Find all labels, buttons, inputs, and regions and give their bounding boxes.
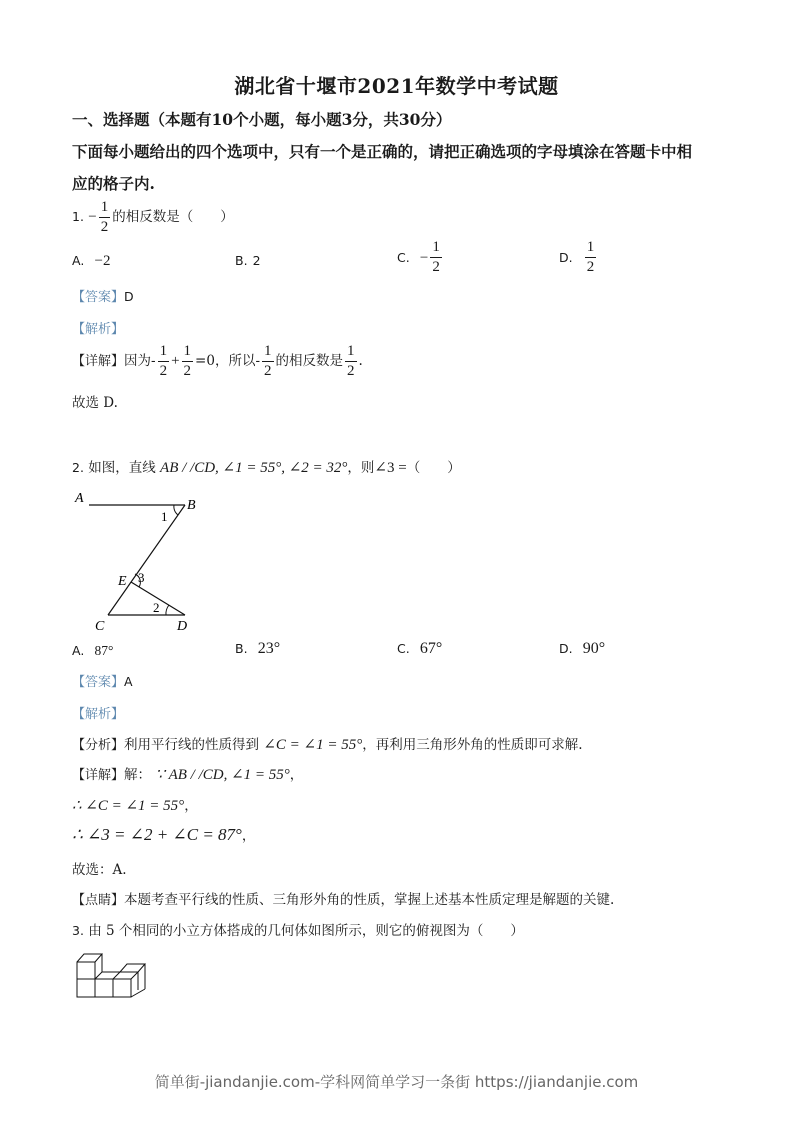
q2-conclusion: 故选：A. — [72, 862, 127, 878]
question-1 — [72, 200, 234, 235]
footer-watermark: 简单街-jiandanjie.com-学科网简单学习一条街 https://jiandanjie.com — [154, 1073, 639, 1091]
fraction: $\frac{1}{2}$ — [100, 199, 109, 235]
geometry-figure — [65, 485, 215, 635]
q1-option-b: B. 2 — [235, 253, 261, 268]
section-heading: 一、选择题（本题有10个小题，每小题3分，共30分） — [72, 110, 452, 129]
q2-detail: 【详解】解： ∵ AB / /CD, ∠1 = 55°， — [72, 767, 304, 783]
q2-option-c: C. 67° — [397, 640, 443, 657]
svg-text:3: 3 — [138, 570, 145, 585]
q1-answer: 【答案】D — [72, 289, 134, 305]
q2-analysis-label: 【解析】 — [72, 707, 125, 722]
svg-text:2: 2 — [153, 600, 160, 615]
svg-text:1: 1 — [161, 509, 168, 524]
q2-fenxi: 【分析】利用平行线的性质得到 ∠C = ∠1 = 55°，再利用三角形外角的性质即可求解. — [72, 737, 583, 753]
q1-option-d: D. $\frac{1}{2}$ — [559, 239, 595, 275]
question-number: 1. — [72, 209, 84, 224]
minus-sign: − — [88, 209, 97, 225]
q2-step-2: ∴ ∠3 = ∠2 + ∠C = 87°， — [72, 825, 256, 844]
page-title: 湖北省十堰市2021年数学中考试题 — [234, 74, 559, 98]
svg-text:B: B — [187, 498, 196, 513]
svg-text:D: D — [177, 619, 188, 634]
question-3: 3. 由 5 个相同的小立方体搭成的几何体如图所示，则它的俯视图为（ ） — [72, 923, 524, 939]
instructions-line-1: 下面每小题给出的四个选项中，只有一个是正确的，请把正确选项的字母填涂在答题卡中相 — [72, 142, 693, 161]
svg-text:A: A — [75, 491, 84, 506]
cube-figure — [65, 945, 155, 1005]
q2-dianjing: 【点睛】本题考查平行线的性质、三角形外角的性质，掌握上述基本性质定理是解题的关键. — [72, 892, 615, 908]
q1-analysis-label: 【解析】 — [72, 322, 125, 337]
q2-option-d: D. 90° — [559, 640, 606, 657]
q2-step-1: ∴ ∠C = ∠1 = 55°， — [72, 798, 198, 814]
q1-option-c: C. − $\frac{1}{2}$ — [397, 239, 440, 275]
q2-answer: 【答案】A — [72, 674, 133, 690]
q1-conclusion: 故选 D. — [72, 395, 118, 411]
instructions-line-2: 应的格子内. — [72, 174, 155, 193]
q2-option-b: B. 23° — [235, 640, 281, 657]
q1-option-a: A. −2 — [72, 253, 111, 269]
q1-detail: 【详解】因为- $\frac{1}{2}$ + $\frac{1}{2}$ =0，所以- $\frac{1}{2}$ 的相反数是 $\frac{1}{2}$ . — [72, 343, 363, 379]
question-text: 的相反数是（ ） — [112, 209, 234, 225]
q2-option-a: A. 87° — [72, 643, 114, 658]
svg-text:E: E — [118, 574, 127, 589]
question-2: 2. 如图，直线 AB / /CD, ∠1 = 55°, ∠2 = 32°，则∠3 =（ ） — [72, 460, 461, 476]
svg-text:C: C — [95, 619, 105, 634]
